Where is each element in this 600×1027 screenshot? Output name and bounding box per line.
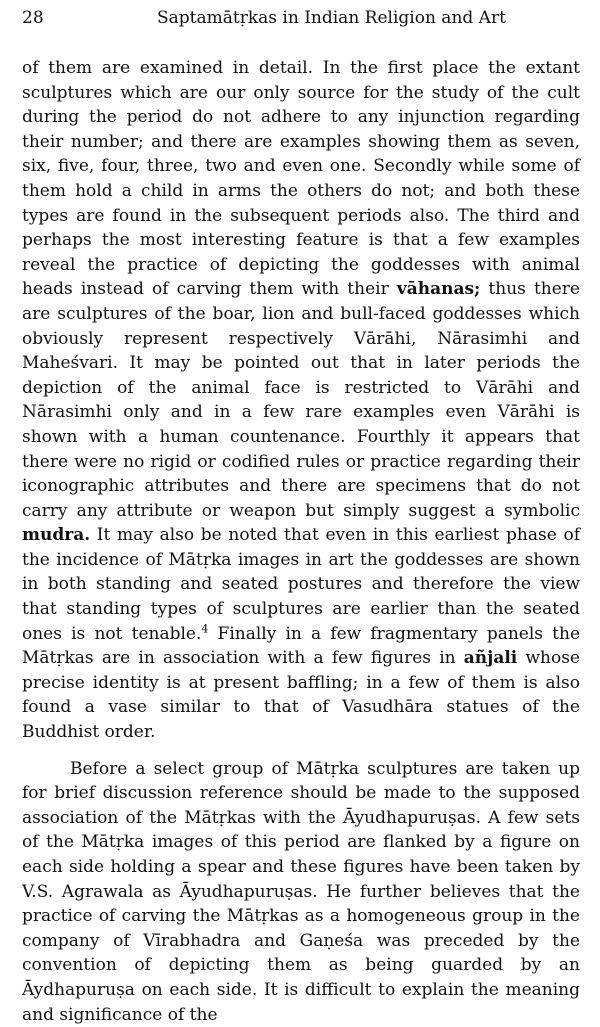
paragraph-1-text-1: of them are examined in detail. In the first place the extant sculptures which are our only source for the study of the cult during the period do not adhere to any injunction regarding their number; and there are examples showing them as seven, six, five, four, three, two and even one. Secondly while some of them hold a child in arms the others do not; and both these types are found in the subsequent periods also. The third and perhaps the most interesting feature is that a few examples reveal the practice of depicting the goddesses with animal heads instead of carving them with their [22, 58, 580, 300]
paragraph-1-text-5: whose precise identity is at present baffling; in a few of them is also found a vase similar to that of Vasudhāra statues of the Buddhist order. [22, 648, 580, 743]
page-number: 28 [22, 8, 44, 28]
paragraph-1 [22, 56, 580, 745]
term-mudra: mudra. [22, 525, 91, 546]
paragraph-2-text: Before a select group of Mātṛka sculptures are taken up for brief discussion reference should be made to the supposed association of the Mātṛkas with the Āyudhapuruṣas. A few sets of the Mātṛka images of this period are flanked by a figure on each side holding a spear and these figures have been taken by V.S. Agrawala as Āyudhapuruṣas. He further believes that the practice of carving the Mātṛkas as a homogeneous group in the company of Vīrabhadra and Gaṇeśa was preceded by the convention of depicting them as being guarded by an Āydhapuruṣa on each side. It is difficult to explain the meaning and significance of the [22, 758, 580, 1025]
paragraph-2 [22, 757, 580, 1027]
footnote-marker: 4 [201, 622, 209, 635]
paragraph-1-text-3: It may also be noted that even in this earliest phase of the incidence of Mātṛka images in art the goddesses are shown in both standing and seated postures and therefore the view that standing types of sculptures are earlier than the seated ones is not tenable. [22, 525, 580, 644]
term-vahanas: vāhanas; [396, 279, 481, 300]
running-title: Saptamātṛkas in Indian Religion and Art [157, 8, 506, 28]
page-header [12, 6, 588, 30]
paragraph-1-text-4: Finally in a few fragmentary panels the Mātṛkas are in association with a few figures in [22, 623, 580, 669]
term-anjali: añjali [463, 648, 518, 669]
body-text [22, 56, 580, 1027]
paragraph-1-text-2: thus there are sculptures of the boar, lion and bull-faced goddesses which obviously represent respectively Vārāhi, Nārasimhi and Maheśvari. It may be pointed out that in later periods the depiction of the animal face is restricted to Vārāhi and Nārasimhi only and in a few rare examples even Vārāhi is shown with a human countenance. Fourthly it appears that there were no rigid or codified rules or practice regarding their iconographic attributes and there are specimens that do not carry any attribute or weapon but simply suggest a symbolic [22, 279, 580, 521]
